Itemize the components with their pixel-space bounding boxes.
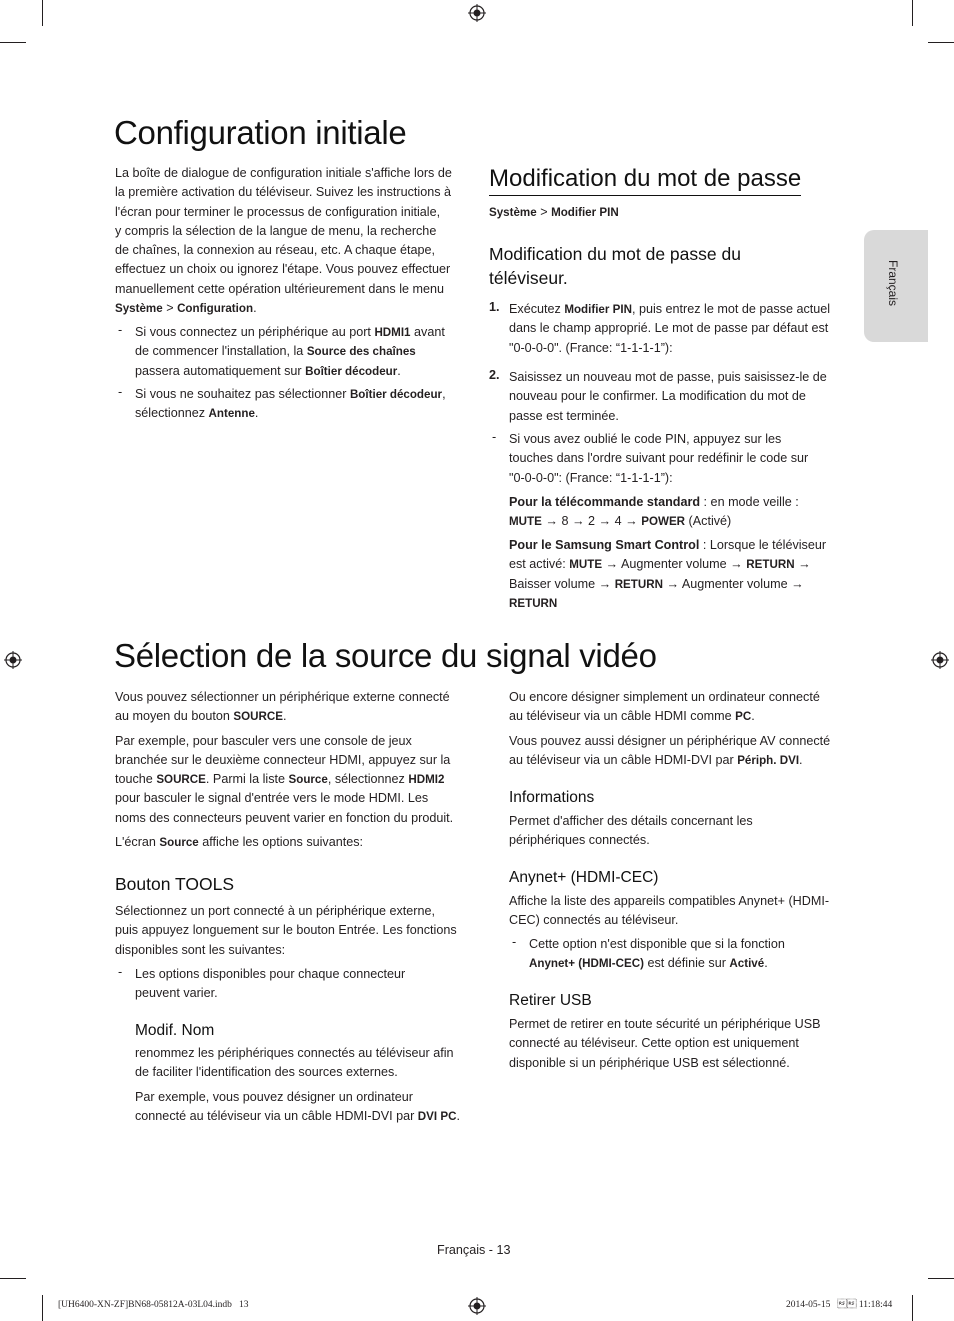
- informations-text: [509, 812, 849, 851]
- text: connecté au téléviseur via un câble HDMI-DVI par: [135, 1108, 418, 1123]
- text-line: connecté au téléviseur. Cette option est uniquement: [509, 1036, 799, 1051]
- note-dash: -: [118, 965, 123, 979]
- tools-title: Bouton TOOLS: [115, 874, 235, 894]
- text-line: Si vous avez oublié le code PIN, appuyez sur les: [509, 432, 782, 446]
- right-column: [509, 688, 849, 770]
- text-line: Permet d'afficher des détails concernant les: [509, 814, 753, 828]
- text-line: peuvent varier.: [135, 986, 218, 1001]
- key: Modifier PIN: [564, 303, 632, 316]
- label: Pour le Samsung Smart Control: [509, 538, 700, 552]
- note-dash: -: [118, 385, 123, 399]
- subtitle-line: téléviseur.: [489, 268, 568, 288]
- text-line: [509, 493, 844, 512]
- key: POWER: [641, 515, 686, 529]
- punct: .: [282, 709, 287, 724]
- menu-path: [115, 299, 465, 318]
- text: au téléviseur via un câble HDMI-DVI par: [509, 752, 738, 767]
- tools-note: [135, 965, 465, 1004]
- text-line: la première activation du téléviseur. Suivez les instructions à: [115, 185, 451, 200]
- standard-remote-sequence: [509, 493, 844, 532]
- text-line: manuellement cette opération ultérieurement dans le menu: [115, 281, 445, 296]
- text-line: [135, 404, 465, 423]
- text: → Augmenter volume →: [602, 557, 747, 572]
- text-line: nouveau pour le confirmer. La modification du mot de: [509, 389, 806, 404]
- text: . Parmi la liste: [205, 772, 289, 787]
- crop-mark: [42, 1295, 43, 1321]
- text-line: Par exemple, vous pouvez désigner un ordinateur: [135, 1089, 413, 1104]
- text-line: puis appuyez longuement sur le bouton Entrée. Les fonctions: [115, 923, 457, 938]
- registration-mark-icon: [4, 651, 22, 669]
- crop-mark: [912, 0, 913, 26]
- text-line: [135, 342, 465, 361]
- menu-path: [489, 203, 619, 222]
- text-line: disponibles sont les suivantes:: [115, 942, 286, 957]
- text-line: [509, 707, 849, 726]
- modif-nom-title: Modif. Nom: [135, 1022, 215, 1039]
- tools-text: [115, 902, 470, 960]
- note-dash: -: [492, 430, 497, 444]
- text-line: [529, 954, 849, 973]
- punct: .: [397, 363, 401, 378]
- key: RETURN: [614, 577, 663, 591]
- text-line: "0-0-0-0": (France: “1-1-1-1”):: [509, 470, 673, 485]
- crop-mark: [928, 42, 954, 43]
- text-line: de chaînes, la connexion au réseau, etc. A chaque étape,: [115, 243, 435, 258]
- text-line: renommez les périphériques connectés au téléviseur afin: [135, 1046, 454, 1060]
- text-line: Saisissez un nouveau mot de passe, puis saisissez-le de: [509, 370, 827, 384]
- text: Si vous connectez un périphérique au port: [135, 325, 375, 339]
- forgot-pin-note: [509, 430, 844, 488]
- modif-nom-text: [135, 1044, 470, 1126]
- key: Source des chaînes: [306, 345, 416, 359]
- text-line: [135, 362, 465, 381]
- retirer-usb-text: [509, 1015, 849, 1073]
- text-line: Permet de retirer en toute sécurité un périphérique USB: [509, 1017, 821, 1031]
- text-line: Par exemple, pour basculer vers une console de jeux: [115, 733, 412, 748]
- text: au moyen du bouton: [115, 709, 234, 724]
- menu-key: Système: [115, 302, 163, 316]
- separator: >: [536, 205, 552, 219]
- key: Activé: [729, 957, 765, 971]
- text: → 8 → 2 → 4 →: [541, 514, 642, 529]
- registration-mark-icon: [468, 4, 486, 22]
- text-line: l'écran pour terminer le processus de configuration initiale,: [115, 204, 441, 219]
- section-title: Modification du mot de passe: [489, 165, 801, 196]
- text-line: Affiche la liste des appareils compatibles Anynet+ (HDMI-: [509, 894, 830, 908]
- text-line: touches dans l'ordre suivant pour redéfinir le code sur: [509, 451, 809, 466]
- crop-mark: [0, 42, 26, 43]
- punct: .: [456, 1108, 460, 1123]
- text: L'écran: [115, 835, 160, 850]
- menu-key: Système: [489, 206, 537, 219]
- key: SOURCE: [233, 710, 283, 724]
- punct: .: [799, 752, 803, 767]
- text-line: dans le champ approprié. Le mot de passe par défaut est: [509, 321, 829, 336]
- text: , sélectionnez: [327, 772, 409, 787]
- text-line: Ou encore désigner simplement un ordinateur connecté: [509, 690, 820, 704]
- text-line: pour basculer le signal d'entrée vers le mode HDMI. Les: [115, 791, 429, 806]
- text-line: Sélectionnez un port connecté à un périphérique externe,: [115, 904, 435, 918]
- text-line: "0-0-0-0". (France: “1-1-1-1”):: [509, 340, 673, 355]
- text-line: [135, 1107, 470, 1126]
- key: Boîtier décodeur: [349, 388, 443, 401]
- language-tab-label: Français: [886, 260, 900, 307]
- text-line: effectuez un choix ou ignorez l'étape. Vous pouvez effectuer: [115, 262, 451, 277]
- text-line: Les options disponibles pour chaque connecteur: [135, 967, 406, 981]
- language-tab: [864, 230, 928, 342]
- key: PC: [735, 710, 752, 724]
- key: Antenne: [208, 407, 255, 421]
- anynet-text: [509, 892, 849, 931]
- text-line: [115, 707, 470, 726]
- menu-key: Modifier PIN: [551, 206, 619, 219]
- text: → Augmenter volume →: [663, 576, 804, 591]
- text-line: passe est terminée.: [509, 408, 619, 423]
- key: Boîtier décodeur: [305, 364, 398, 378]
- text-line: Cette option n'est disponible que si la fonction: [529, 937, 785, 951]
- anynet-title: Anynet+ (HDMI-CEC): [509, 869, 659, 886]
- punct: .: [254, 406, 259, 421]
- text: : Lorsque le téléviseur: [699, 538, 827, 552]
- text-line: disponible si un périphérique USB est sélectionné.: [509, 1055, 790, 1070]
- text-line: [509, 751, 849, 770]
- text: →: [794, 557, 811, 572]
- text: (Activé): [685, 514, 732, 529]
- key: RETURN: [509, 596, 558, 610]
- text: passera automatiquement sur: [135, 363, 306, 378]
- text: avant: [410, 325, 445, 339]
- key: DVI PC: [417, 1109, 457, 1123]
- text-line: périphériques connectés.: [509, 833, 650, 848]
- note-dash: -: [118, 323, 123, 337]
- text-line: [115, 770, 470, 789]
- text: , puis entrez le mot de passe actuel: [631, 302, 831, 316]
- page-number: Français - 13: [437, 1243, 511, 1257]
- subtitle-line: Modification du mot de passe du: [489, 244, 741, 264]
- text: Si vous ne souhaitez pas sélectionner: [135, 387, 350, 401]
- text-line: [509, 594, 844, 613]
- left-column: [115, 688, 470, 852]
- smart-control-sequence: [509, 536, 844, 613]
- text-line: Vous pouvez sélectionner un périphérique externe connecté: [115, 690, 450, 704]
- registration-mark-icon: [931, 651, 949, 669]
- punct: .: [253, 301, 257, 316]
- text-line: [509, 536, 844, 555]
- text: est activé:: [509, 557, 570, 572]
- step-2: [509, 368, 844, 426]
- anynet-note: [529, 935, 849, 974]
- text: touche: [115, 772, 157, 787]
- key: MUTE: [509, 515, 542, 529]
- punct: ,: [442, 387, 446, 401]
- text: Exécutez: [509, 302, 565, 316]
- section-heading: Sélection de la source du signal vidéo: [114, 637, 657, 674]
- informations-title: Informations: [509, 789, 595, 806]
- step-1: [509, 300, 844, 358]
- text-line: noms des connecteurs peuvent varier en fonction du produit.: [115, 810, 454, 825]
- subsection-title: [489, 242, 741, 290]
- page-title: Configuration initiale: [114, 114, 407, 151]
- note-hdmi1: [135, 323, 465, 381]
- retirer-usb-title: Retirer USB: [509, 992, 592, 1009]
- key: MUTE: [569, 558, 603, 572]
- key: Source: [288, 773, 328, 787]
- text: Baisser volume →: [509, 576, 615, 591]
- text-line: Vous pouvez aussi désigner un périphérique AV connecté: [509, 733, 831, 748]
- text-line: [509, 575, 844, 594]
- text-line: La boîte de dialogue de configuration initiale s'affiche lors de: [115, 166, 452, 180]
- text-line: branchée sur le deuxième connecteur HDMI, appuyez sur la: [115, 752, 451, 767]
- text-line: [115, 833, 470, 852]
- step-number: 1.: [489, 300, 500, 314]
- step-number: 2.: [489, 368, 500, 382]
- label: Pour la télécommande standard: [509, 495, 701, 509]
- separator: >: [162, 301, 178, 316]
- note-decoder: [135, 385, 465, 424]
- crop-mark: [912, 1295, 913, 1321]
- crop-mark: [42, 0, 43, 26]
- key: Source: [159, 836, 199, 850]
- key: HDMI2: [408, 773, 445, 787]
- text-line: [509, 555, 844, 574]
- note-dash: -: [512, 935, 517, 949]
- text-line: [509, 300, 844, 319]
- text: de commencer l'installation, la: [135, 344, 307, 359]
- text: affiche les options suivantes:: [198, 835, 364, 850]
- registration-mark-icon: [468, 1297, 486, 1315]
- text-line: [135, 385, 465, 404]
- key: Anynet+ (HDMI-CEC): [529, 957, 644, 971]
- key: HDMI1: [374, 326, 411, 339]
- crop-mark: [0, 1278, 26, 1279]
- text-line: y compris la sélection de la langue de menu, la recherche: [115, 223, 437, 238]
- punct: .: [751, 709, 755, 724]
- text: au téléviseur via un câble HDMI comme: [509, 709, 736, 724]
- menu-key: Configuration: [177, 302, 254, 316]
- text: est définie sur: [643, 956, 730, 971]
- punct: .: [764, 956, 768, 971]
- text-line: CEC) connectés au téléviseur.: [509, 913, 679, 928]
- text: : en mode veille :: [700, 495, 799, 509]
- intro-paragraph: [115, 164, 465, 318]
- text-line: [509, 512, 844, 531]
- file-info: [UH6400-XN-ZF]BN68-05812A-03L04.indb 13: [58, 1300, 249, 1310]
- text-line: de faciliter l'identification des sources externes.: [135, 1065, 398, 1080]
- key: Périph. DVI: [737, 753, 800, 767]
- key: SOURCE: [156, 773, 206, 787]
- print-date: 2014-05-15 11:18:44: [786, 1300, 893, 1310]
- text: sélectionnez: [135, 406, 209, 421]
- key: RETURN: [746, 558, 795, 572]
- crop-mark: [928, 1278, 954, 1279]
- text-line: [135, 323, 465, 342]
